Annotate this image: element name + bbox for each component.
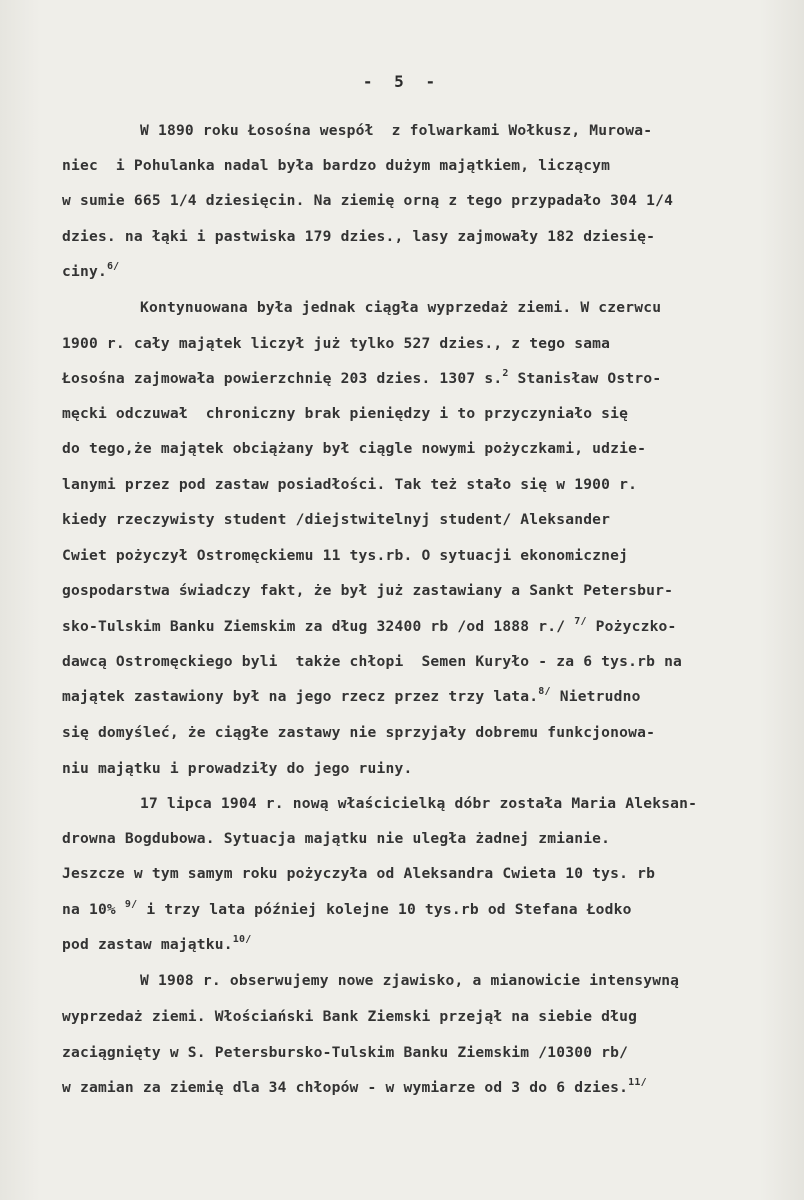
text-line	[62, 897, 632, 923]
text-line	[62, 543, 628, 569]
footnote-mark: 8/	[538, 686, 551, 698]
footnote-mark: 2	[502, 368, 509, 380]
line-text: na 10%	[62, 901, 125, 918]
footnote-mark: 11/	[628, 1077, 647, 1089]
text-line	[62, 224, 655, 250]
text-line	[62, 436, 646, 462]
line-text: do tego,że majątek obciążany był ciągle nowymi pożyczkami, udzie-	[62, 440, 647, 457]
text-line	[62, 932, 251, 958]
line-text: Łosośna zajmowała powierzchnię 203 dzies. 1307 s.	[62, 370, 503, 387]
text-line	[140, 791, 697, 817]
page-number: - 5 -	[362, 72, 442, 91]
line-text: W 1890 roku Łosośna wespół z folwarkami Wołkusz, Murowa-	[140, 122, 653, 139]
line-text: niu majątku i prowadziły do jego ruiny.	[62, 760, 413, 777]
text-line	[62, 1075, 647, 1101]
text-line	[140, 968, 679, 994]
line-text: dawcą Ostromęckiego byli także chłopi Semen Kuryło - za 6 tys.rb na	[62, 653, 683, 670]
line-text: Cwiet pożyczył Ostromęckiemu 11 tys.rb. O sytuacji ekonomicznej	[62, 547, 629, 564]
line-text: 17 lipca 1904 r. nową właścicielką dóbr została Maria Aleksan-	[140, 795, 698, 812]
text-line	[62, 1040, 628, 1066]
line-text: drowna Bogdubowa. Sytuacja majątku nie uległa żadnej zmianie.	[62, 830, 611, 847]
line-text: w sumie 665 1/4 dziesięcin. Na ziemię orną z tego przypadało 304 1/4	[62, 192, 674, 209]
text-line	[62, 861, 655, 887]
text-line	[62, 331, 610, 357]
line-text: Jeszcze w tym samym roku pożyczyła od Aleksandra Cwieta 10 tys. rb	[62, 865, 656, 882]
line-text: dzies. na łąki i pastwiska 179 dzies., lasy zajmowały 182 dziesię-	[62, 228, 656, 245]
text-line	[140, 295, 661, 321]
text-line	[62, 366, 661, 392]
text-line	[62, 649, 682, 675]
line-text: niec i Pohulanka nadal była bardzo dużym majątkiem, liczącym	[62, 157, 611, 174]
line-text: wyprzedaż ziemi. Włościański Bank Ziemski przejął na siebie dług	[62, 1008, 638, 1025]
text-line	[62, 614, 677, 640]
line-text-continued: Nietrudno	[550, 688, 641, 705]
text-line	[62, 720, 655, 746]
footnote-mark: 7/	[574, 616, 587, 628]
line-text-continued: Stanisław Ostro-	[508, 370, 662, 387]
line-text: lanymi przez pod zastaw posiadłości. Tak też stało się w 1900 r.	[62, 476, 638, 493]
footnote-mark: 6/	[106, 261, 120, 273]
line-text: Kontynuowana była jednak ciągła wyprzedaż ziemi. W czerwcu	[140, 299, 662, 316]
line-text: zaciągnięty w S. Petersbursko-Tulskim Banku Ziemskim /10300 rb/	[62, 1044, 629, 1061]
line-text: męcki odczuwał chroniczny brak pieniędzy i to przyczyniało się	[62, 405, 629, 422]
line-text: w zamian za ziemię dla 34 chłopów - w wymiarze od 3 do 6 dzies.	[62, 1079, 629, 1096]
text-line	[62, 756, 412, 782]
line-text: kiedy rzeczywisty student /diejstwitelnyj student/ Aleksander	[62, 511, 611, 528]
text-line	[62, 401, 628, 427]
text-line	[62, 578, 673, 604]
text-line	[62, 684, 641, 710]
line-text: sko-Tulskim Banku Ziemskim za dług 32400 rb /od 1888 r./	[62, 618, 575, 635]
text-line	[140, 118, 652, 144]
text-line	[62, 153, 610, 179]
line-text-continued: i trzy lata później kolejne 10 tys.rb od Stefana Łodko	[137, 901, 632, 918]
text-line	[62, 188, 673, 214]
line-text: majątek zastawiony był na jego rzecz przez trzy lata.	[62, 688, 539, 705]
line-text: się domyśleć, że ciągłe zastawy nie sprzyjały dobremu funkcjonowa-	[62, 724, 656, 741]
text-line	[62, 472, 637, 498]
line-text: 1900 r. cały majątek liczył już tylko 527 dzies., z tego sama	[62, 335, 611, 352]
line-text: gospodarstwa świadczy fakt, że był już zastawiany a Sankt Petersbur-	[62, 582, 674, 599]
line-text-continued: Pożyczko-	[586, 618, 677, 635]
text-line	[62, 826, 610, 852]
line-text: W 1908 r. obserwujemy nowe zjawisko, a mianowicie intensywną	[140, 972, 680, 989]
footnote-mark: 9/	[124, 899, 138, 911]
text-line	[62, 1004, 637, 1030]
footnote-mark: 10/	[232, 934, 252, 946]
line-text: ciny.	[62, 263, 107, 280]
text-line	[62, 507, 610, 533]
line-text: pod zastaw majątku.	[62, 936, 233, 953]
text-line	[62, 259, 119, 285]
